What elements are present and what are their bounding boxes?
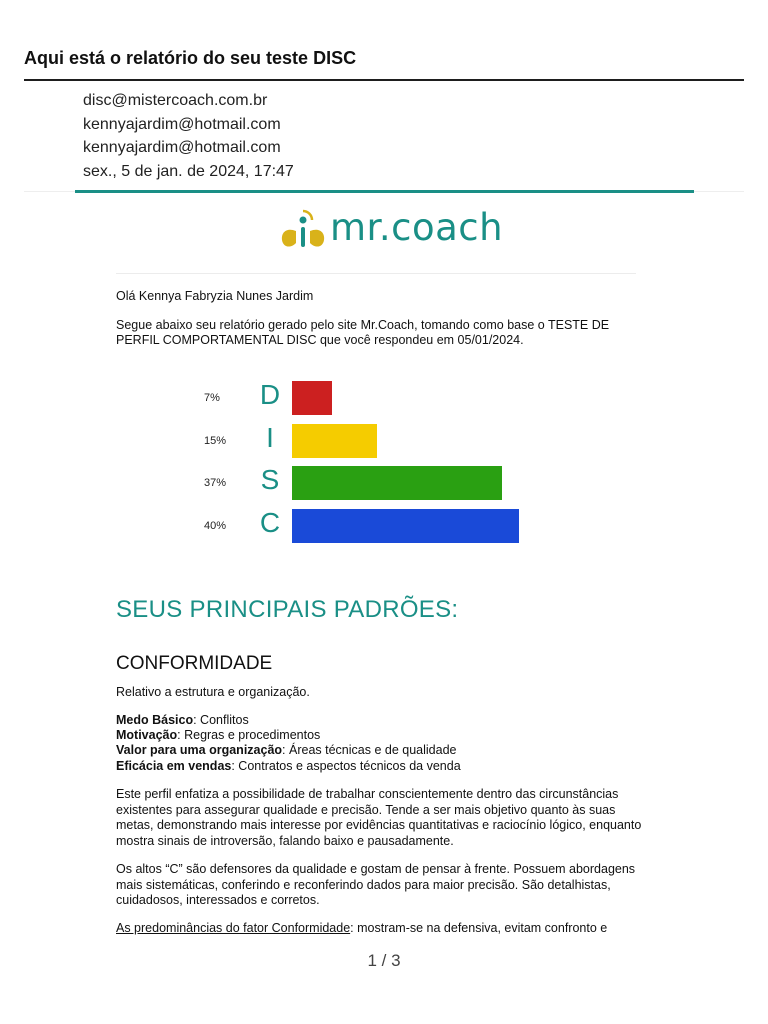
page-indicator: 1 / 3 [367,951,401,970]
disc-value-label-i: 15% [204,435,227,447]
attribute-eficacia-vendas [116,759,461,773]
attribute-motivacao [116,728,320,742]
attribute-valor-organizacao [116,743,456,757]
attribute-key: Medo Básico [116,713,194,727]
attribute-key: Motivação [116,728,178,742]
disc-row-i [0,424,768,458]
attribute-value: : Áreas técnicas e de qualidade [282,743,457,757]
disc-letter-i: I [266,422,274,453]
disc-row-c [0,509,768,543]
header-date-value: sex., 5 de jan. de 2024, 17:47 [83,163,294,180]
attribute-key: Valor para uma organização [116,743,283,757]
logo-divider [116,273,636,274]
profile-paragraph-2: Os altos “C” são defensores da qualidade e gostam de pensar à frente. Possuem abordagens mais sistemáticas, conferindo e reconferindo dados para maior precisão. São detalhistas, cuidadosos, interessados e corretos. [116,862,636,907]
attribute-value: : Conflitos [193,713,249,727]
logo-icon [280,209,326,253]
disc-letter-d: D [259,379,281,410]
disc-bar-i [292,424,377,458]
disc-value-label-d: 7% [204,392,220,404]
profile-subtitle: Relativo a estrutura e organização. [116,685,310,699]
header-from-value[interactable]: disc@mistercoach.com.br [83,92,268,109]
attribute-value: : Regras e procedimentos [177,728,321,742]
greeting: Olá Kennya Fabryzia Nunes Jardim [116,289,314,303]
intro-line-1: Segue abaixo seu relatório gerado pelo site Mr.Coach, tomando como base o TESTE DE [116,318,610,332]
disc-value-label-s: 37% [204,477,227,489]
profile-paragraph-1: Este perfil enfatiza a possibilidade de trabalhar conscientemente dentro das circunstâncias existentes para assegurar qualidade e precisão. Tende a ser mais objetivo quanto às suas metas, demonstrando mais interesse por evidências quantitativas e raciocínio lógico, enquanto mostra sinais de introversão, falando baixo e pausadamente. [116,787,642,848]
attribute-medo-basico [116,713,249,727]
brand-accent-bar [75,190,694,193]
disc-row-d [0,381,768,415]
mrcoach-logo [280,206,504,253]
disc-row-s [0,466,768,500]
profile-paragraph-3 [116,921,656,937]
profile-title: CONFORMIDADE [116,653,273,674]
attribute-value: : Contratos e aspectos técnicos da venda [231,759,461,773]
intro-line-2: PERFIL COMPORTAMENTAL DISC que você respondeu em 05/01/2024. [116,333,524,347]
email-subject: Aqui está o relatório do seu teste DISC [24,48,357,68]
subject-divider [24,79,744,81]
logo-wordmark: mr.coach [330,206,504,249]
disc-letter-c: C [259,507,281,538]
disc-letter-s: S [260,464,280,495]
section-title: SEUS PRINCIPAIS PADRÕES: [116,596,459,623]
header-cc-value[interactable]: kennyajardim@hotmail.com [83,139,281,156]
paragraph-3-text: : mostram-se na defensiva, evitam confronto e [350,921,608,935]
disc-value-label-c: 40% [204,520,227,532]
attribute-key: Eficácia em vendas [116,759,232,773]
disc-bar-d [292,381,332,415]
disc-bar-s [292,466,502,500]
header-to-value[interactable]: kennyajardim@hotmail.com [83,116,281,133]
disc-bar-c [292,509,519,543]
predominancias-link[interactable]: As predominâncias do fator Conformidade [116,921,351,935]
